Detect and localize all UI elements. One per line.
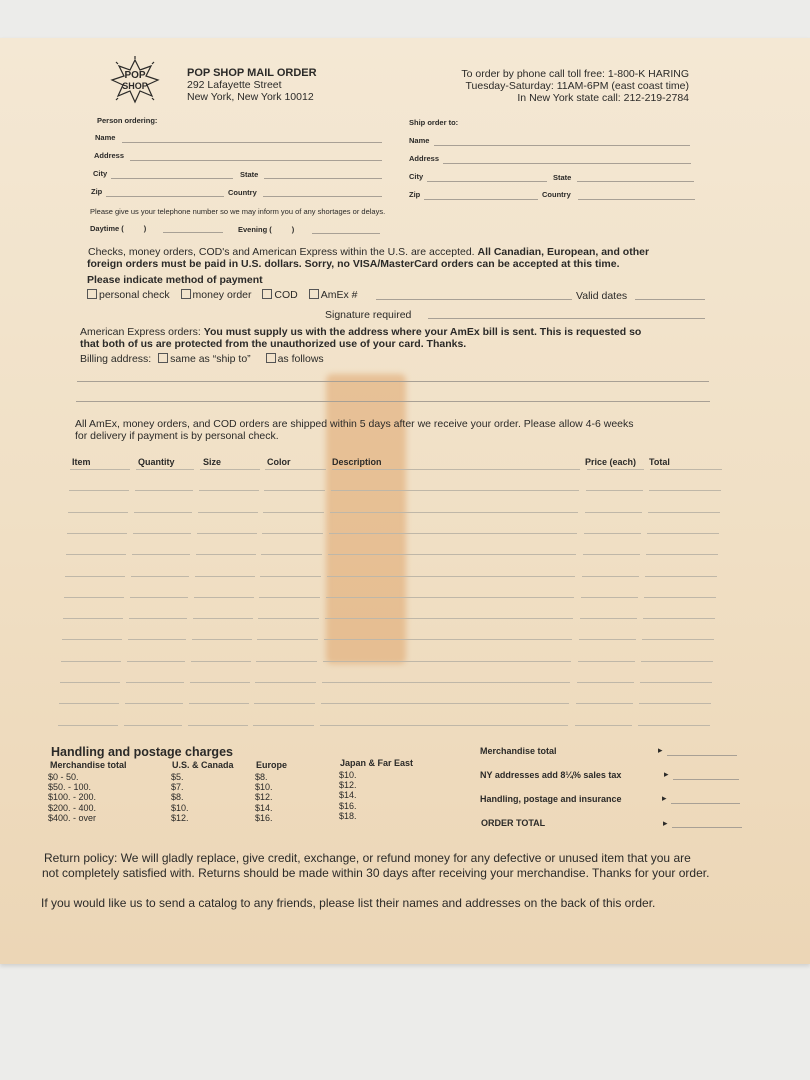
- us-canada-rate: $12.: [171, 812, 189, 823]
- order-table-cell-line[interactable]: [257, 639, 318, 640]
- order-table-cell-line[interactable]: [188, 725, 248, 726]
- order-table-cell-line[interactable]: [198, 512, 258, 513]
- order-table-cell-line[interactable]: [197, 533, 257, 534]
- order-table-cell-line[interactable]: [259, 597, 320, 598]
- order-table-cell-line[interactable]: [650, 469, 722, 470]
- billing-address-label: Billing address:: [80, 353, 152, 365]
- amex-checkbox[interactable]: [309, 289, 319, 299]
- column-total: Total: [649, 457, 670, 467]
- order-table-cell-line[interactable]: [586, 490, 643, 491]
- order-table-cell-line[interactable]: [584, 533, 641, 534]
- ship-state-label: State: [553, 173, 572, 182]
- order-table-cell-line[interactable]: [64, 597, 124, 598]
- handling-header-japan: Japan & Far East: [340, 758, 414, 768]
- order-table-cell-line[interactable]: [330, 512, 578, 513]
- billing-address-row: [80, 353, 324, 365]
- ship-name-label: Name: [409, 136, 430, 145]
- signature-label: Signature required: [325, 309, 412, 321]
- amex-label: AmEx #: [320, 289, 358, 301]
- order-table-cell-line[interactable]: [642, 639, 714, 640]
- amex-orders-text-1: You must supply us with the address where your AmEx bill is sent. This is requested so: [203, 326, 642, 338]
- order-table-cell-line[interactable]: [576, 703, 633, 704]
- ship-country-field[interactable]: [578, 199, 695, 200]
- ship-address-label: Address: [409, 154, 440, 163]
- amex-number-field[interactable]: [376, 299, 572, 300]
- us-canada-rate: $7.: [171, 782, 184, 793]
- order-table-cell-line[interactable]: [200, 469, 260, 470]
- logo-text-top: POP: [124, 70, 146, 81]
- ship-state-field[interactable]: [577, 181, 694, 182]
- shipping-note-1: All AmEx, money orders, and COD orders are shipped within 5 days after we receive your order. Please allow 4-6 weeks: [75, 418, 634, 430]
- cod-option[interactable]: [262, 289, 297, 301]
- order-table-cell-line[interactable]: [136, 469, 194, 470]
- order-table-cell-line[interactable]: [640, 682, 712, 683]
- money-order-label: money order: [192, 289, 252, 301]
- order-table-cell-line[interactable]: [646, 554, 718, 555]
- person-name-field[interactable]: [122, 142, 382, 143]
- us-canada-rate: $10.: [171, 802, 189, 813]
- evening-open: Evening (: [238, 225, 272, 234]
- order-table-cell-line[interactable]: [69, 490, 129, 491]
- order-table-cell-line[interactable]: [329, 533, 577, 534]
- order-table-cell-line[interactable]: [63, 618, 123, 619]
- ny-tax-field[interactable]: [673, 779, 739, 780]
- order-table-cell-line[interactable]: [193, 618, 253, 619]
- order-table-cell-line[interactable]: [59, 703, 119, 704]
- order-table-cell-line[interactable]: [129, 618, 187, 619]
- range-row: $0 - 50.: [48, 772, 79, 782]
- order-table-cell-line[interactable]: [67, 533, 127, 534]
- range-row: $100. - 200.: [48, 792, 97, 803]
- amex-orders-text-2: that both of us are protected from the unauthorized use of your card. Thanks.: [80, 338, 467, 350]
- foreign-orders-note-1: All Canadian, European, and other: [477, 246, 650, 258]
- catalog-note: If you would like us to send a catalog to any friends, please list their names and addresses on the back of this order.: [41, 896, 656, 910]
- order-table-cell-line[interactable]: [60, 682, 120, 683]
- payment-accepted: [88, 246, 649, 258]
- evening-label: [238, 225, 294, 234]
- personal-check-option[interactable]: [87, 289, 170, 301]
- daytime-label: [90, 224, 146, 233]
- europe-rate: $16.: [255, 812, 273, 823]
- order-table-cell-line[interactable]: [641, 661, 713, 662]
- range-row: $400. - over: [48, 812, 97, 823]
- handling-header-us-canada: U.S. & Canada: [172, 760, 234, 770]
- merchandise-total-label: Merchandise total: [480, 746, 557, 756]
- ship-name-field[interactable]: [434, 145, 690, 146]
- cod-checkbox[interactable]: [262, 289, 272, 299]
- order-table-cell-line[interactable]: [328, 554, 576, 555]
- order-table-cell-line[interactable]: [199, 490, 259, 491]
- payment-options: [87, 289, 357, 301]
- order-table-cell-line[interactable]: [196, 554, 256, 555]
- order-table-cell-line[interactable]: [253, 725, 314, 726]
- order-table-cell-line[interactable]: [191, 661, 251, 662]
- person-name-label: Name: [95, 133, 116, 142]
- order-table-cell-line[interactable]: [327, 576, 575, 577]
- order-table-cell-line[interactable]: [581, 597, 638, 598]
- europe-rate: $8.: [255, 772, 268, 782]
- phone-order-line: To order by phone call toll free: 1-800-K HARING: [461, 68, 689, 80]
- order-table-cell-line[interactable]: [125, 703, 183, 704]
- ship-address-field[interactable]: [443, 163, 691, 164]
- evening-field[interactable]: [312, 233, 380, 234]
- amex-orders-note: [80, 326, 641, 338]
- money-order-option[interactable]: [181, 289, 252, 301]
- order-table-cell-line[interactable]: [265, 469, 326, 470]
- order-table-cell-line[interactable]: [326, 597, 574, 598]
- order-table-cell-line[interactable]: [190, 682, 250, 683]
- merchandise-total-field[interactable]: [667, 755, 737, 756]
- person-country-field[interactable]: [263, 196, 382, 197]
- europe-rate: $12.: [255, 792, 273, 803]
- signature-field[interactable]: [428, 318, 705, 319]
- person-state-field[interactable]: [264, 178, 382, 179]
- company-name: POP SHOP MAIL ORDER: [187, 67, 317, 79]
- order-table-cell-line[interactable]: [128, 639, 186, 640]
- valid-dates-label: Valid dates: [576, 290, 628, 302]
- handling-ranges: [48, 772, 96, 823]
- us-canada-rate: $5.: [171, 772, 184, 782]
- ship-zip-label: Zip: [409, 190, 421, 199]
- order-table-cell-line[interactable]: [255, 682, 316, 683]
- handling-header-merchandise: Merchandise total: [50, 760, 127, 770]
- order-table-cell-line[interactable]: [133, 533, 191, 534]
- column-price: Price (each): [585, 457, 637, 467]
- order-table-cell-line[interactable]: [58, 725, 118, 726]
- as-follows-label: as follows: [277, 353, 324, 365]
- order-table-cell-line[interactable]: [194, 597, 254, 598]
- order-total-field[interactable]: [672, 827, 742, 828]
- amex-option[interactable]: [309, 289, 358, 301]
- europe-rate: $14.: [255, 802, 273, 813]
- order-table-cell-line[interactable]: [68, 512, 128, 513]
- handling-total-field[interactable]: [671, 803, 740, 804]
- amex-orders-label: American Express orders:: [80, 326, 201, 338]
- handling-europe: [255, 772, 273, 823]
- us-canada-rate: $8.: [171, 792, 184, 803]
- payment-method-title: Please indicate method of payment: [87, 274, 263, 286]
- order-table-cell-line[interactable]: [262, 533, 323, 534]
- ny-tax-arrow-icon: ▸: [664, 769, 669, 779]
- order-table-cell-line[interactable]: [644, 597, 716, 598]
- order-table-cell-line[interactable]: [192, 639, 252, 640]
- order-table-cell-line[interactable]: [578, 661, 635, 662]
- order-table-cell-line[interactable]: [638, 725, 710, 726]
- order-table-cell-line[interactable]: [639, 703, 711, 704]
- europe-rate: $10.: [255, 782, 273, 793]
- handling-title: Handling and postage charges: [51, 745, 233, 759]
- ship-city-label: City: [409, 172, 424, 181]
- order-table-cell-line[interactable]: [583, 554, 640, 555]
- person-address-label: Address: [94, 151, 125, 160]
- ship-zip-field[interactable]: [424, 199, 538, 200]
- order-table-cell-line[interactable]: [263, 512, 324, 513]
- order-table-cell-line[interactable]: [66, 554, 126, 555]
- person-country-label: Country: [228, 188, 257, 197]
- order-table-cell-line[interactable]: [324, 639, 572, 640]
- range-row: $200. - 400.: [48, 802, 97, 813]
- order-table-cell-line[interactable]: [189, 703, 249, 704]
- order-table-cell-line[interactable]: [323, 661, 571, 662]
- order-table-cell-line[interactable]: [127, 661, 185, 662]
- column-color: Color: [267, 457, 291, 467]
- money-order-checkbox[interactable]: [181, 289, 191, 299]
- order-table-cell-line[interactable]: [65, 576, 125, 577]
- company-city: New York, New York 10012: [187, 91, 314, 103]
- phone-note: Please give us your telephone number so we may inform you of any shortages or delays.: [90, 207, 386, 216]
- japan-rate: $16.: [339, 800, 357, 811]
- order-table-cell-line[interactable]: [585, 512, 642, 513]
- order-table-cell-line[interactable]: [645, 576, 717, 577]
- as-follows-checkbox[interactable]: [266, 353, 276, 363]
- order-table-cell-line[interactable]: [256, 661, 317, 662]
- order-table-cell-line[interactable]: [649, 490, 721, 491]
- order-table-cell-line[interactable]: [130, 597, 188, 598]
- cod-label: COD: [274, 289, 298, 301]
- order-table-cell-line[interactable]: [575, 725, 632, 726]
- person-zip-label: Zip: [91, 187, 103, 196]
- order-table-cell-line[interactable]: [582, 576, 639, 577]
- logo-text-bottom: SHOP: [122, 81, 148, 91]
- return-policy-1: Return policy: We will gladly replace, give credit, exchange, or refund money for any defective or unused item that you are: [44, 851, 691, 865]
- person-address-field[interactable]: [130, 160, 382, 161]
- handling-japan: [339, 770, 357, 821]
- order-table-cell-line[interactable]: [135, 490, 193, 491]
- column-item: Item: [72, 457, 91, 467]
- order-table-cell-line[interactable]: [332, 469, 580, 470]
- person-city-field[interactable]: [111, 178, 233, 179]
- ship-city-field[interactable]: [427, 181, 547, 182]
- ny-tax-label: NY addresses add 8¼% sales tax: [480, 770, 622, 780]
- order-table-cell-line[interactable]: [320, 725, 568, 726]
- order-table-cell-line[interactable]: [134, 512, 192, 513]
- order-table-cell-line[interactable]: [579, 639, 636, 640]
- order-table-cell-line[interactable]: [260, 576, 321, 577]
- personal-check-checkbox[interactable]: [87, 289, 97, 299]
- japan-rate: $18.: [339, 810, 357, 821]
- valid-dates-field[interactable]: [635, 299, 705, 300]
- same-as-ship-label: same as “ship to”: [170, 353, 251, 365]
- daytime-open: Daytime (: [90, 224, 124, 233]
- same-as-ship-checkbox[interactable]: [158, 353, 168, 363]
- order-table-cell-line[interactable]: [62, 639, 122, 640]
- billing-address-line-1[interactable]: [77, 381, 709, 382]
- person-state-label: State: [240, 170, 259, 179]
- ship-to-title: Ship order to:: [409, 118, 459, 127]
- order-table-cell-line[interactable]: [126, 682, 184, 683]
- payment-accepted-text: Checks, money orders, COD's and American Express within the U.S. are accepted.: [88, 246, 475, 258]
- japan-rate: $12.: [339, 780, 357, 791]
- order-table-cell-line[interactable]: [643, 618, 715, 619]
- order-table-cell-line[interactable]: [321, 703, 569, 704]
- order-table-cell-line[interactable]: [322, 682, 570, 683]
- order-table-cell-line[interactable]: [195, 576, 255, 577]
- daytime-close: ): [143, 224, 147, 233]
- order-table-cell-line[interactable]: [648, 512, 720, 513]
- shipping-note-2: for delivery if payment is by personal check.: [75, 430, 279, 442]
- handling-arrow-icon: ▸: [662, 793, 667, 803]
- order-table-cell-line[interactable]: [577, 682, 634, 683]
- order-table-cell-line[interactable]: [61, 661, 121, 662]
- return-policy-2: not completely satisfied with. Returns should be made within 30 days after receiving your merchandise. Thanks for your order.: [42, 866, 710, 880]
- ship-country-label: Country: [542, 190, 571, 199]
- order-table-cell-line[interactable]: [264, 490, 325, 491]
- daytime-field[interactable]: [163, 232, 223, 233]
- order-total-label: ORDER TOTAL: [481, 818, 546, 828]
- order-table-cell-line[interactable]: [580, 618, 637, 619]
- phone-hours-line: Tuesday-Saturday: 11AM-6PM (east coast time): [465, 80, 689, 92]
- column-quantity: Quantity: [138, 457, 175, 467]
- merchandise-arrow-icon: ▸: [658, 745, 663, 755]
- billing-address-line-2[interactable]: [76, 401, 710, 402]
- personal-check-label: personal check: [99, 289, 170, 301]
- order-table-cell-line[interactable]: [131, 576, 189, 577]
- handling-total-label: Handling, postage and insurance: [480, 794, 622, 804]
- order-table-cell-line[interactable]: [331, 490, 579, 491]
- order-table-cell-line[interactable]: [325, 618, 573, 619]
- column-description: Description: [332, 457, 382, 467]
- person-city-label: City: [93, 169, 108, 178]
- japan-rate: $10.: [339, 770, 357, 780]
- order-table-cell-line[interactable]: [70, 469, 130, 470]
- pop-shop-logo: [108, 56, 162, 106]
- person-ordering-title: Person ordering:: [97, 116, 158, 125]
- evening-close: ): [291, 225, 295, 234]
- order-table-cell-line[interactable]: [587, 469, 644, 470]
- handling-us-canada: [171, 772, 189, 823]
- company-street: 292 Lafayette Street: [187, 79, 282, 91]
- order-table-cell-line[interactable]: [258, 618, 319, 619]
- order-total-arrow-icon: ▸: [663, 818, 668, 828]
- order-table-cell-line[interactable]: [261, 554, 322, 555]
- foreign-orders-note-2: foreign orders must be paid in U.S. dollars. Sorry, no VISA/MasterCard orders can be accepted at this time.: [87, 258, 620, 270]
- order-table-cell-line[interactable]: [124, 725, 182, 726]
- japan-rate: $14.: [339, 790, 357, 801]
- range-row: $50. - 100.: [48, 782, 92, 793]
- column-size: Size: [203, 457, 222, 467]
- order-table-cell-line[interactable]: [132, 554, 190, 555]
- handling-header-europe: Europe: [256, 760, 288, 770]
- order-table-cell-line[interactable]: [647, 533, 719, 534]
- order-table-cell-line[interactable]: [254, 703, 315, 704]
- person-zip-field[interactable]: [106, 196, 224, 197]
- phone-ny-line: In New York state call: 212-219-2784: [517, 92, 689, 104]
